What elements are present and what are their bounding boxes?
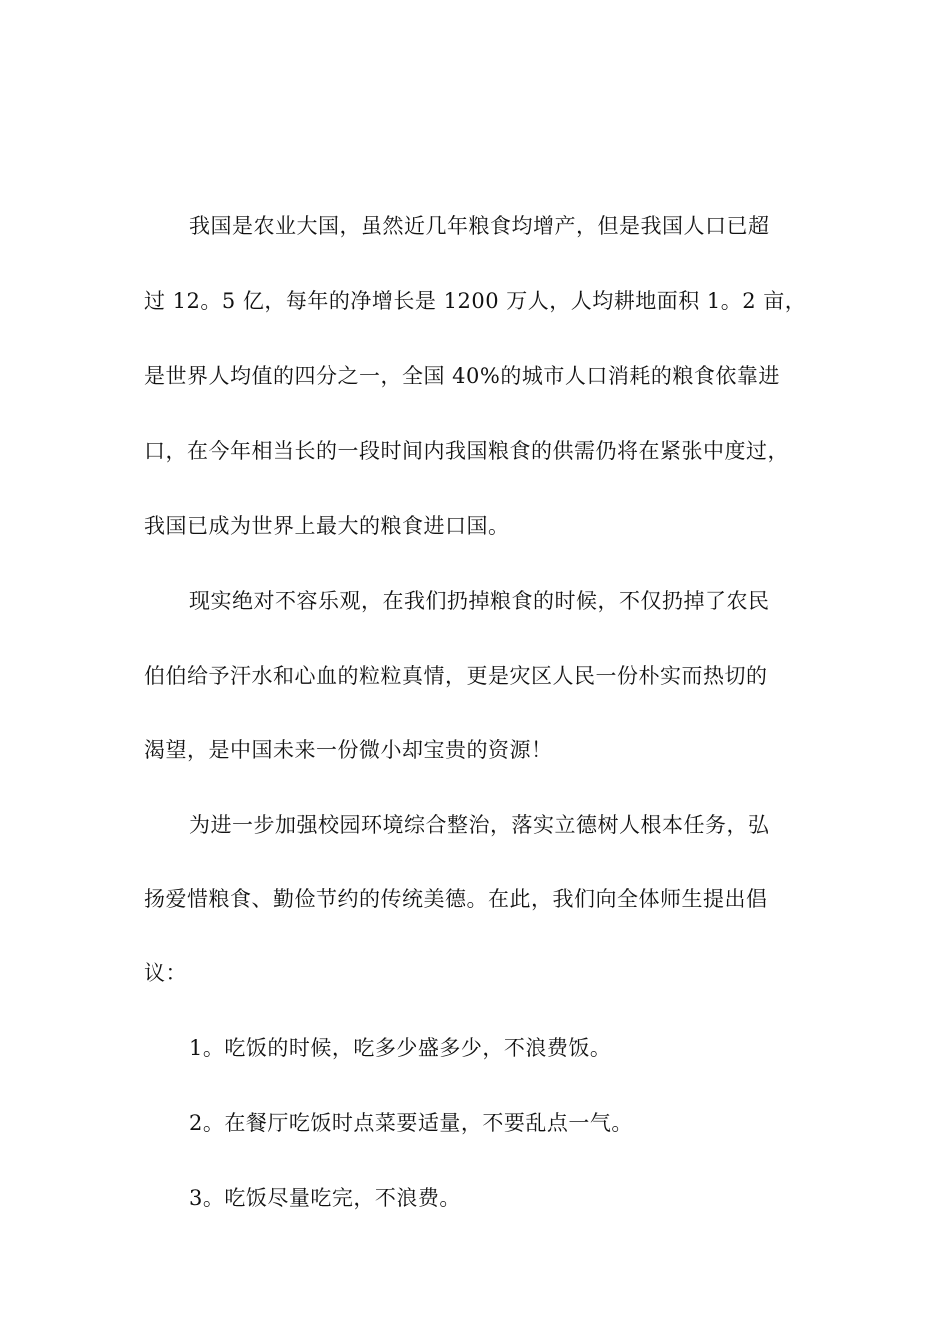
paragraph-1-line-1: 我国是农业大国，虽然近几年粮食均增产，但是我国人口已超 xyxy=(189,214,770,238)
paragraph-1-line-2: 过 12。5 亿，每年的净增长是 1200 万人，人均耕地面积 1。2 亩， xyxy=(144,289,807,313)
paragraph-3-line-2: 扬爱惜粮食、勤俭节约的传统美德。在此，我们向全体师生提出倡 xyxy=(144,887,768,911)
paragraph-2-line-3: 渴望，是中国未来一份微小却宝贵的资源！ xyxy=(144,738,553,762)
paragraph-2-line-2: 伯伯给予汗水和心血的粒粒真情，更是灾区人民一份朴实而热切的 xyxy=(144,664,768,688)
list-item-3: 3。吃饭尽量吃完，不浪费。 xyxy=(189,1186,461,1210)
paragraph-2-line-1: 现实绝对不容乐观，在我们扔掉粮食的时候，不仅扔掉了农民 xyxy=(189,589,770,613)
paragraph-1-line-3: 是世界人均值的四分之一，全国 40%的城市人口消耗的粮食依靠进 xyxy=(144,364,780,388)
paragraph-3-line-1: 为进一步加强校园环境综合整治，落实立德树人根本任务，弘 xyxy=(189,813,770,837)
paragraph-3-line-3: 议： xyxy=(144,961,187,985)
list-item-1: 1。吃饭的时候，吃多少盛多少，不浪费饭。 xyxy=(189,1036,612,1060)
paragraph-1-line-4: 口，在今年相当长的一段时间内我国粮食的供需仍将在紧张中度过， xyxy=(144,439,789,463)
paragraph-1-line-5: 我国已成为世界上最大的粮食进口国。 xyxy=(144,514,510,538)
list-item-2: 2。在餐厅吃饭时点菜要适量，不要乱点一气。 xyxy=(189,1111,633,1135)
